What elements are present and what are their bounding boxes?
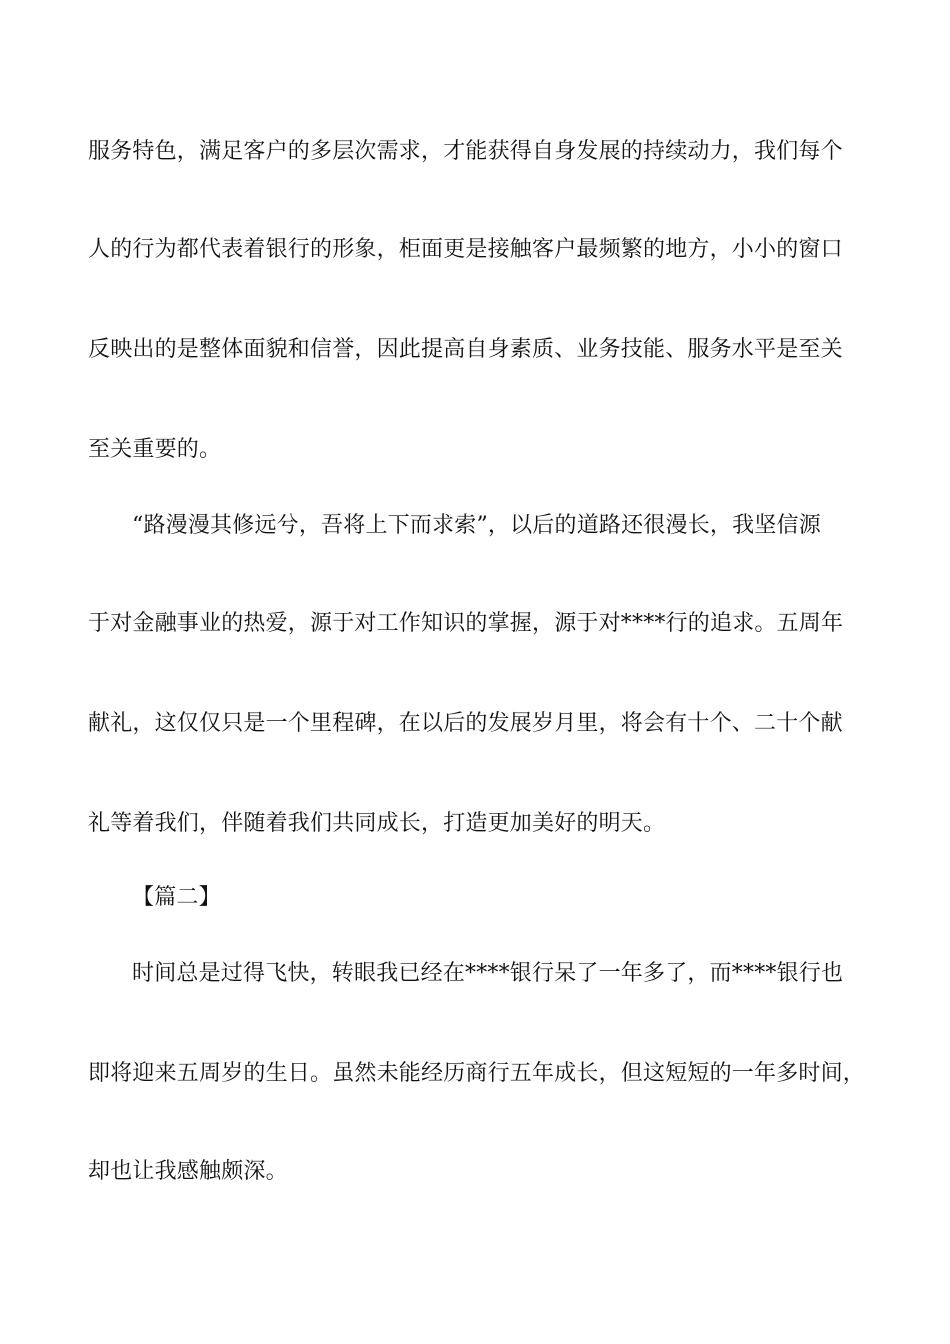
section-heading: 【篇二】 <box>132 885 221 910</box>
paragraph-line: 礼等着我们，伴随着我们共同成长，打造更加美好的明天。 <box>88 811 666 836</box>
paragraph-line: 却也让我感触颇深。 <box>88 1159 288 1184</box>
paragraph-line: 于对金融事业的热爱，源于对工作知识的掌握，源于对****行的追求。五周年 <box>88 611 844 636</box>
paragraph-line: 反映出的是整体面貌和信誉，因此提高自身素质、业务技能、服务水平是至关 <box>88 337 843 362</box>
paragraph-line: 服务特色，满足客户的多层次需求，才能获得自身发展的持续动力，我们每个 <box>88 139 843 164</box>
paragraph-line: “路漫漫其修远兮，吾将上下而求索”，以后的道路还很漫长，我坚信源 <box>132 513 821 538</box>
paragraph-line: 至关重要的。 <box>88 437 222 462</box>
paragraph-line: 即将迎来五周岁的生日。虽然未能经历商行五年成长，但这短短的一年多时间， <box>88 1061 866 1086</box>
paragraph-line: 人的行为都代表着银行的形象，柜面更是接触客户最频繁的地方，小小的窗口 <box>88 237 843 262</box>
paragraph-line: 献礼，这仅仅只是一个里程碑，在以后的发展岁月里，将会有十个、二十个献 <box>88 711 843 736</box>
paragraph-line: 时间总是过得飞快，转眼我已经在****银行呆了一年多了，而****银行也 <box>132 961 844 986</box>
